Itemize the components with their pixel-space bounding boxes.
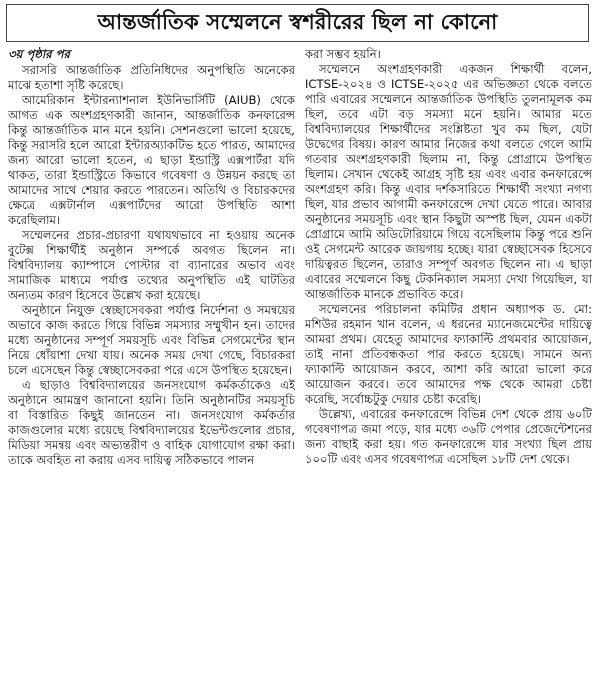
paragraph: অনুষ্ঠানে নিযুক্ত স্বেচ্ছাসেবকরা পর্যাপ্ত নির্দেশনা ও সমন্বয়ের অভাবে কাজ করতে গিয়ে বিভিন্ন সমস্যার সম্মুখীন হন। তাদের মধ্যে অনুষ্ঠানের সম্পূর্ণ সময়সূচি এবং বিভিন্ন সেগমেন্টের স্থান নিয়ে ধোঁয়াশা দেখা যায়। অনেক সময় দেখা গেছে, বিচারকরা চলে এসেছেন কিন্তু স্বেচ্ছাসেবকরা পরে এসে উপস্থিত হয়েছেন।: [8, 303, 295, 377]
paragraph: সরাসরি আন্তর্জাতিক প্রতিনিধিদের অনুপস্থিতি অনেকের মাঝে হতাশা সৃষ্টি করেছে।: [8, 63, 295, 92]
article-column-2: [305, 47, 592, 681]
paragraph: এ ছাড়াও বিশ্ববিদ্যালয়ের জনসংযোগ কর্মকর্তাকেও এই অনুষ্ঠানে আমন্ত্রণ জানানো হয়নি। তিনি অনুষ্ঠানটির সময়সূচি বা বিস্তারিত কিছুই জানতেন না। জনসংযোগ কর্মকর্তার কাজগুলোর মধ্যে রয়েছে বিশ্ববিদ্যালয়ের ইভেন্টগুলোর প্রচার, মিডিয়া সমন্বয় এবং অভ্যন্তরীণ ও বাহিক যোগাযোগ রক্ষা করা। তাকে অবহিত না করায় এসব দায়িত্ব সঠিকভাবে পালন: [8, 378, 295, 467]
paragraph: সম্মেলনের প্রচার-প্রচারণা যথাযথভাবে না হওয়ায় অনেক বুটেক্স শিক্ষার্থীই অনুষ্ঠান সম্পর্কে অবগত ছিলেন না। বিশ্ববিদ্যালয় ক্যাম্পাসে পোস্টার বা ব্যানারের অভাব এবং সামাজিক মাধ্যমে পর্যাপ্ত তথ্যের অনুপস্থিতি এই ঘাটতির অন্যতম কারণ হিসেবে উল্লেখ করা হয়েছে।: [8, 228, 295, 302]
paragraph: সম্মেলনে অংশগ্রহণকারী একজন শিক্ষার্থী বলেন, ICTSE-২০২৪ ও ICTSE-২০২৫ এর অভিজ্ঞতা থেকে বলতে পারি এবারের সম্মেলনে আন্তর্জাতিক উপস্থিতি তুলনামূলক কম ছিল, তবে এটা বড় সমস্যা মনে হয়নি। আমার মতে বিশ্ববিদ্যালয়ের শিক্ষার্থীদের সংশ্লিষ্টতা খুব কম ছিল, যেটা উদ্বেগের বিষয়। কারণ আমার নিজের কথা বলতে গেলে আমি গতবার অংশগ্রহণকারী ছিলাম না, কিন্তু প্রোগ্রামে উপস্থিত ছিলাম। সেখান থেকেই আগ্রহ সৃষ্টি হয় এবং এবার কনফারেন্সে অংশগ্রহণ করি। কিন্তু এবার দর্শকসারিতে শিক্ষার্থী সংখ্যা নগণ্য ছিল, যার প্রভাব আগামী কনফারেন্সে দেখা যেতে পারে। আবার অনুষ্ঠানের সময়সূচি এবং স্থান কিছুটা অস্পষ্ট ছিল, যেমন একটা প্রোগ্রামে আমি অডিটোরিয়ামে গিয়ে বসেছিলাম কিন্তু পরে শুনি ওই সেগমেন্ট আরেক জায়গায় হচ্ছে। যারা স্বেচ্ছাসেবক হিসেবে দায়িত্বরত ছিলেন, তারাও সম্পূর্ণ অবগত ছিলেন না। এ ছাড়া এবারের সম্মেলনে কিছু টেকনিক্যাল সমস্যা দেখা গিয়েছিল, যা আন্তর্জাতিক মানকে প্রভাবিত করে।: [305, 62, 592, 301]
paragraph: করা সম্ভব হয়নি।: [305, 47, 381, 61]
paragraph: আমেরিকান ইন্টারন্যাশনাল ইউনিভার্সিটি (AIUB) থেকে আগত এক অংশগ্রহণকারী জানান, আন্তর্জাতিক কনফারেন্স কিন্তু আন্তর্জাতিক মান মনে হয়নি। সেশনগুলো ভালো হয়েছে, কিন্তু সরাসরি হলে আরো ইন্টারঅ্যাকটিভ হতে পারত, আমাদের জন্য আরো ভালো হতেন, এ ছাড়া ইন্ডাস্ট্রি এক্সপার্টরা যদি থাকত, তারা ইন্ডাস্ট্রিতে কিভাবে গবেষণা ও উন্নয়ন করছে তা আমাদের সাথে শেয়ার করতে পারতেন। অতিথি ও বিচারকদের ক্ষেত্রে এক্সটার্নাল এক্সপার্টদের আরো উপস্থিতি আশা করেছিলাম।: [8, 93, 295, 227]
jump-line: ৩য় পৃষ্ঠার পর: [8, 47, 70, 61]
paragraph: উল্লেখ্য, এবারের কনফারেন্সে বিভিন্ন দেশ থেকে প্রায় ৬০টি গবেষণাপত্র জমা পড়ে, যার মধ্যে ৩৬টি পেপার প্রেজেন্টেশনের জন্য বাছাই করা হয়। গত কনফারেন্সে যার সংখ্যা ছিল প্রায় ১০০টি এবং এসব গবেষণাপত্র এসেছিল ১৮টি দেশ থেকে।: [305, 407, 592, 466]
paragraph: সম্মেলনের পরিচালনা কমিটির প্রধান অধ্যাপক ড. মো: মশিউর রহমান খান বলেন, এ ধরনের ম্যানেজমেন্টের দায়িত্বে আমরা প্রথম। যেহেতু আমাদের ফ্যাকাল্টি প্রথমবার আয়োজন, তাই নানা প্রতিবন্ধকতা পার করতে হয়েছে। সামনে অন্য ফ্যাকাল্টি আয়োজন করবে, আশা করি আরো ভালো করে আয়োজন করবে। তবে আমাদের পক্ষ থেকে আমরা চেষ্টা করেছি, সর্বোচ্চটুকু দেয়ার চেষ্টা করেছি।: [305, 302, 592, 406]
article-body: [8, 47, 592, 681]
article-column-1: [8, 47, 295, 681]
article-headline: আন্তর্জাতিক সম্মেলনে স্বশরীরের ছিল না কোনো: [97, 9, 498, 34]
headline-box: [6, 4, 589, 42]
